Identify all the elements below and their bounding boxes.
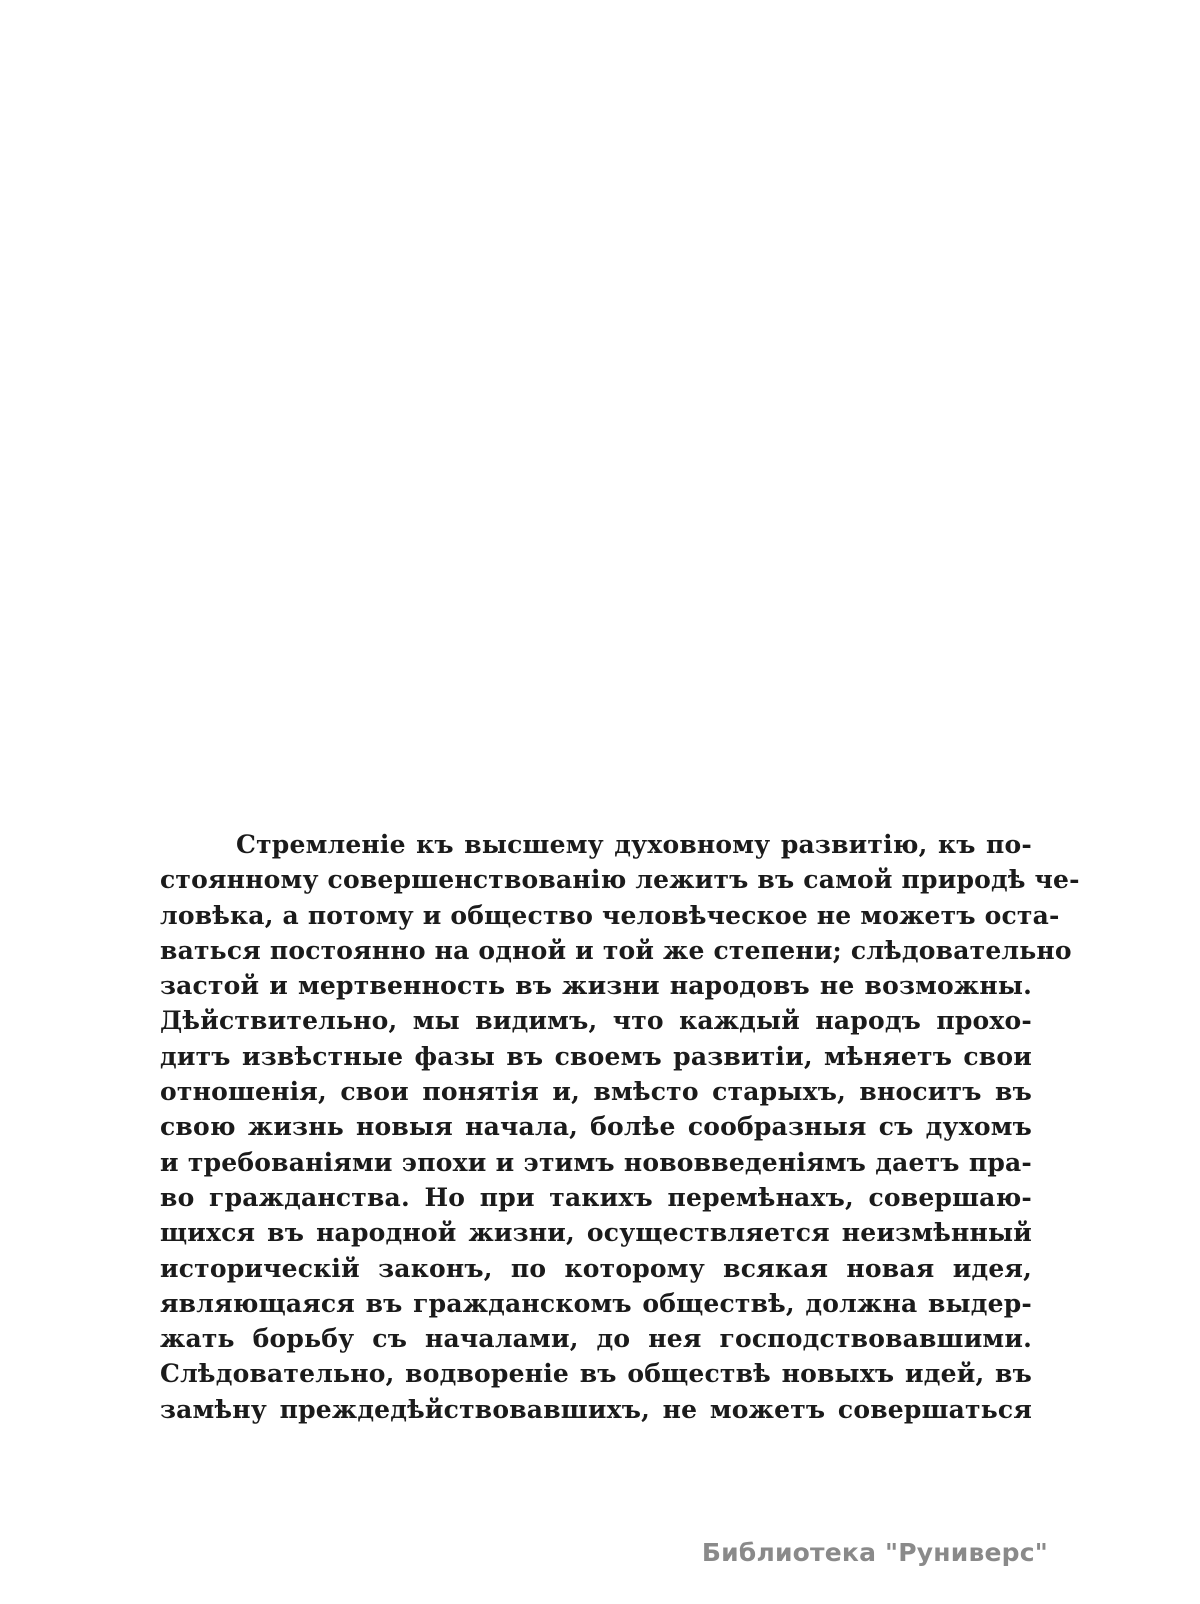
paragraph-line: стоянному совершенствованію лежитъ въ самой природѣ че- (160, 865, 1080, 895)
paragraph-line: Стремленіе къ высшему духовному развитію, къ по- (236, 830, 1032, 859)
paragraph-line: жать борьбу съ началами, до нея господствовавшими. (160, 1324, 1032, 1354)
paragraph-line: во гражданства. Но при такихъ перемѣнахъ, совершаю- (160, 1182, 1032, 1212)
paragraph-line: и требованіями эпохи и этимъ нововведеніямъ даетъ пра- (160, 1147, 1032, 1177)
paragraph-line: историческій законъ, по которому всякая новая идея, (160, 1253, 1032, 1283)
paragraph-line: застой и мертвенность въ жизни народовъ не возможны. (160, 971, 1032, 1001)
watermark-runivers: Библиотека "Руниверс" (701, 1538, 1048, 1567)
paragraph-line: ловѣка, а потому и общество человѣческое не можетъ оста- (160, 900, 1060, 930)
paragraph-line: Дѣйствительно, мы видимъ, что каждый народъ прохо- (160, 1006, 1032, 1036)
paragraph-line: являющаяся въ гражданскомъ обществѣ, должна выдер- (160, 1288, 1032, 1318)
paragraph (160, 827, 1080, 1427)
paragraph-line: отношенія, свои понятія и, вмѣсто старыхъ, вноситъ въ (160, 1077, 1032, 1107)
paragraph-line: дитъ извѣстные фазы въ своемъ развитіи, мѣняетъ свои (160, 1041, 1032, 1071)
paragraph-line: щихся въ народной жизни, осуществляется неизмѣнный (160, 1218, 1032, 1248)
paragraph-line: замѣну преждедѣйствовавшихъ, не можетъ совершаться (160, 1394, 1032, 1424)
paragraph-line: свою жизнь новыя начала, болѣе сообразныя съ духомъ (160, 1112, 1032, 1142)
paragraph-line: ваться постоянно на одной и той же степени; слѣдовательно (160, 935, 1072, 965)
paragraph-line: Слѣдовательно, водвореніе въ обществѣ новыхъ идей, въ (160, 1359, 1032, 1389)
